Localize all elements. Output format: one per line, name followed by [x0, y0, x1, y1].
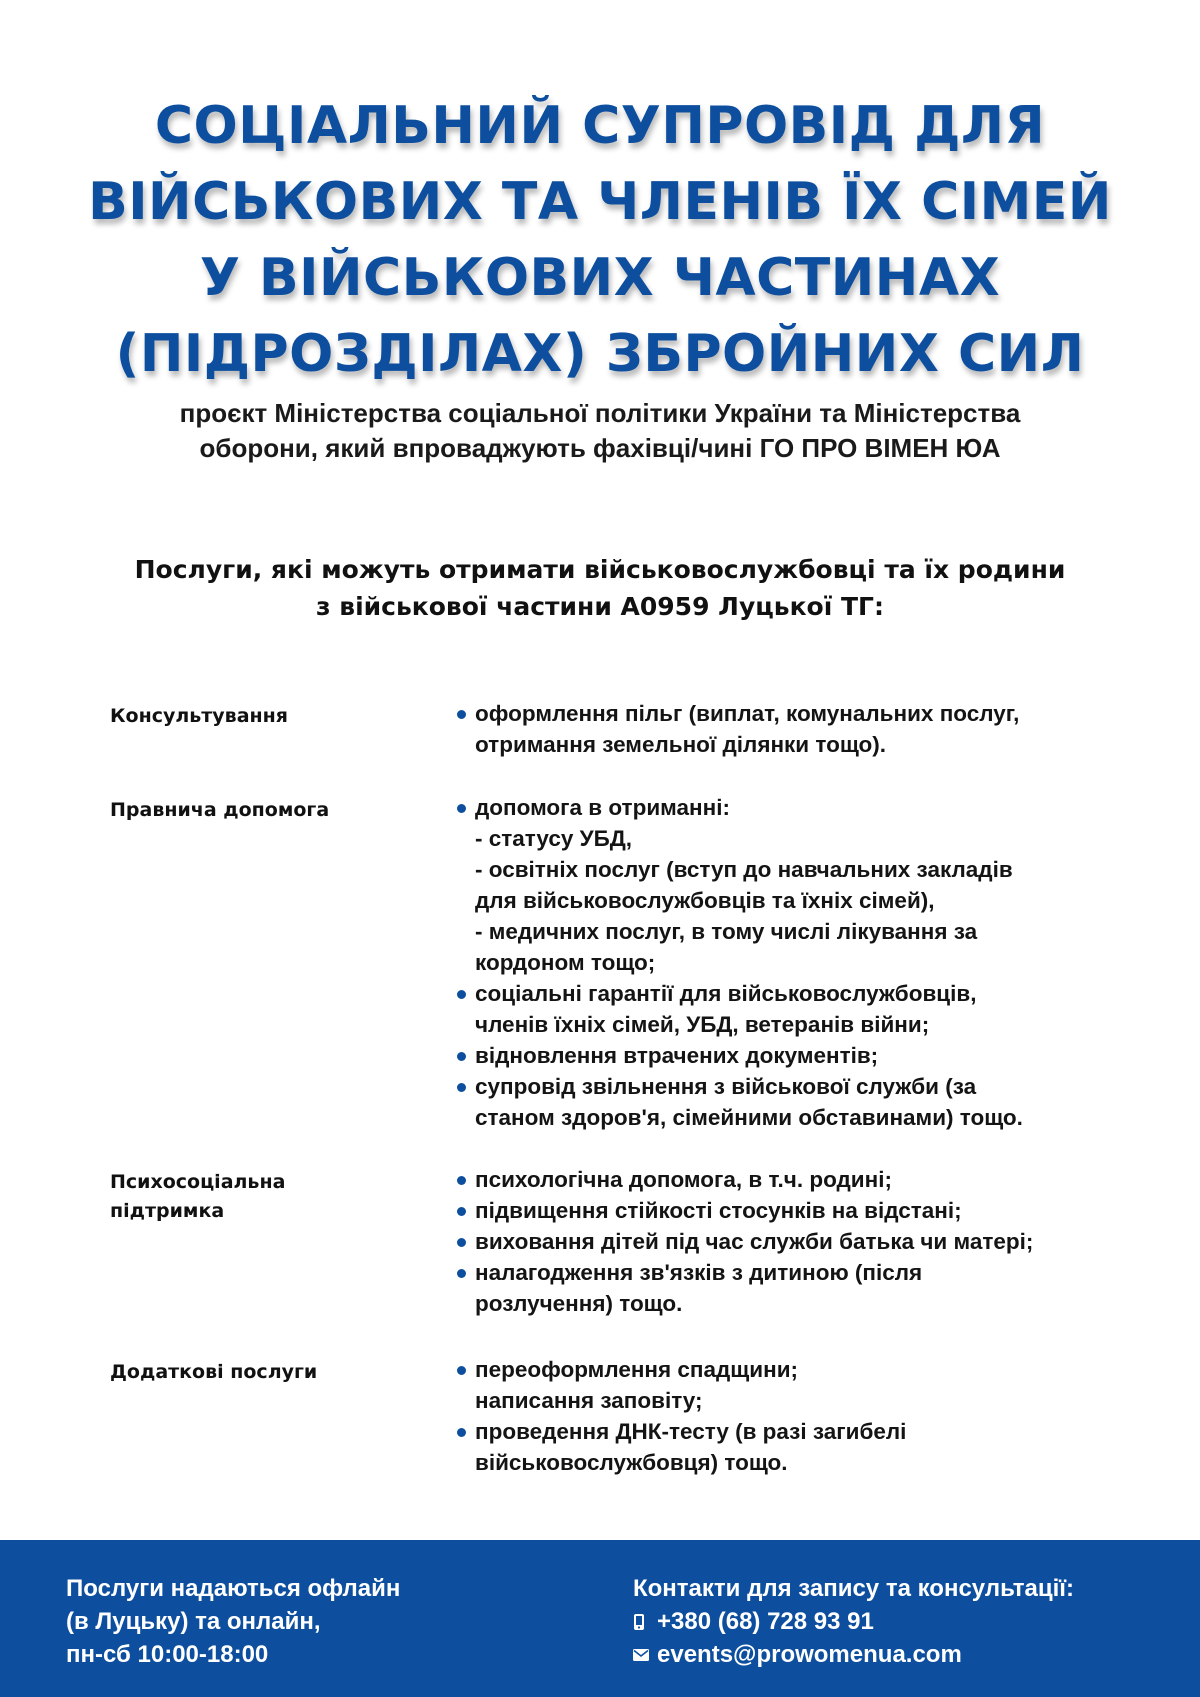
service-item: допомога в отриманні: - статусу УБД, - освітніх послуг (вступ до навчальних закладів для військовослужбовців та їхніх сімей), - медичних послуг, в тому числі лікування за кордоном тощо; [455, 792, 1155, 978]
availability-info [66, 1572, 400, 1671]
availability-line: (в Луцьку) та онлайн, [66, 1608, 321, 1635]
section-label: Правнича допомога [110, 799, 330, 821]
title-line: СОЦІАЛЬНИЙ СУПРОВІД ДЛЯ [154, 96, 1046, 156]
contacts-block [633, 1572, 1074, 1671]
footer-banner [0, 1540, 1200, 1697]
title-line: (ПІДРОЗДІЛАХ) ЗБРОЙНИХ СИЛ [115, 324, 1085, 384]
project-subtitle [60, 396, 1140, 466]
phone-contact[interactable] [633, 1605, 1074, 1638]
service-item: виховання дітей під час служби батька чи матері; [455, 1226, 1155, 1257]
title-line: У ВІЙСЬКОВИХ ЧАСТИНАХ [199, 248, 1001, 308]
availability-line: пн-сб 10:00-18:00 [66, 1641, 269, 1668]
service-item: психологічна допомога, в т.ч. родині; [455, 1164, 1155, 1195]
availability-line: Послуги надаються офлайн [66, 1575, 401, 1602]
subtitle-line: оборони, який впроваджують фахівці/чині ГО ПРО ВІМЕН ЮА [199, 433, 1001, 463]
service-item: підвищення стійкості стосунків на відстані; [455, 1195, 1155, 1226]
service-item: написання заповіту; [475, 1388, 703, 1413]
section-label: Психосоціальна підтримка [110, 1171, 286, 1222]
email-address[interactable]: events@prowomenua.com [657, 1641, 962, 1668]
service-item: проведення ДНК-тесту (в разі загибелі військовослужбовця) тощо. [455, 1416, 1155, 1478]
section-label: Додаткові послуги [110, 1361, 318, 1383]
service-list [455, 792, 1155, 1133]
service-item: соціальні гарантії для військовослужбовців, членів їхніх сімей, УБД, ветеранів війни; [455, 978, 1155, 1040]
subtitle-line: проєкт Міністерства соціальної політики України та Міністерства [179, 398, 1021, 428]
service-list [455, 1164, 1155, 1319]
phone-number[interactable]: +380 (68) 728 93 91 [657, 1608, 874, 1635]
services-heading-line: Послуги, які можуть отримати військовослужбовці та їх родини [134, 555, 1066, 584]
email-contact[interactable] [633, 1638, 1074, 1671]
service-item: відновлення втрачених документів; [455, 1040, 1155, 1071]
mail-icon [633, 1649, 657, 1661]
service-item: налагодження зв'язків з дитиною (після розлучення) тощо. [455, 1257, 1155, 1319]
phone-icon [633, 1613, 657, 1631]
service-item: переоформлення спадщини; [455, 1354, 1155, 1385]
title-line: ВІЙСЬКОВИХ ТА ЧЛЕНІВ ЇХ СІМЕЙ [88, 172, 1112, 232]
contacts-title: Контакти для запису та консультації: [633, 1575, 1074, 1602]
service-item: супровід звільнення з військової служби (за станом здоров'я, сімейними обставинами) тощо. [455, 1071, 1155, 1133]
services-heading-line: з військової частини А0959 Луцької ТГ: [316, 592, 884, 621]
services-heading [60, 551, 1140, 625]
section-label: Консультування [110, 705, 288, 727]
service-list [455, 698, 1155, 760]
service-item: оформлення пільг (виплат, комунальних послуг, отримання земельної ділянки тощо). [455, 698, 1155, 760]
page-title [40, 88, 1160, 392]
service-list [455, 1354, 1155, 1478]
